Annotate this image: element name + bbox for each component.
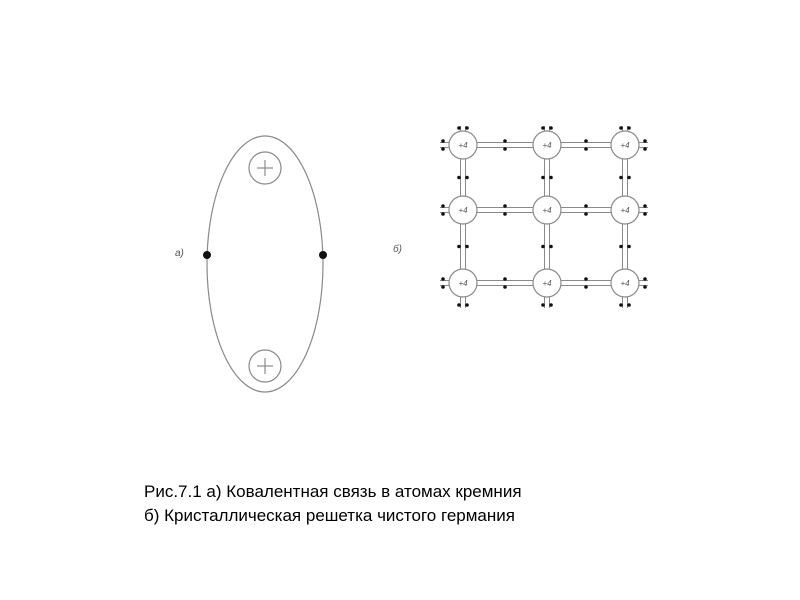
electron — [643, 285, 647, 289]
electron — [627, 176, 631, 180]
electron — [643, 277, 647, 281]
electron-right — [319, 251, 327, 259]
electron — [465, 126, 469, 130]
electron — [465, 245, 469, 249]
electron — [619, 126, 623, 130]
electron — [503, 285, 507, 289]
electron — [549, 303, 553, 307]
electron — [503, 139, 507, 143]
electron — [584, 204, 588, 208]
panel-a-covalent-bond — [175, 136, 327, 392]
electron — [503, 277, 507, 281]
panel-b-crystal-lattice — [393, 126, 648, 308]
electron — [643, 147, 647, 151]
caption-line-2: б) Кристаллическая решетка чистого германия — [144, 506, 515, 525]
electron — [441, 204, 445, 208]
electron — [541, 303, 545, 307]
panel-b-label: б) — [393, 244, 402, 255]
electron — [457, 176, 461, 180]
electron — [619, 176, 623, 180]
electron — [441, 147, 445, 151]
electron — [584, 285, 588, 289]
electron — [584, 212, 588, 216]
atom-charge-label: +4 — [620, 279, 630, 288]
atom-charge-label: +4 — [542, 141, 552, 150]
electron — [541, 126, 545, 130]
atom-charge-label: +4 — [620, 206, 630, 215]
electron — [584, 139, 588, 143]
atom-charge-label: +4 — [542, 206, 552, 215]
electron — [627, 303, 631, 307]
electron — [441, 285, 445, 289]
electron — [619, 245, 623, 249]
electron — [465, 176, 469, 180]
electron — [627, 245, 631, 249]
panel-a-label: а) — [175, 248, 184, 259]
atom-charge-label: +4 — [620, 141, 630, 150]
electron — [457, 245, 461, 249]
electron — [619, 303, 623, 307]
electron-left — [203, 251, 211, 259]
electron — [549, 176, 553, 180]
lattice-grid — [440, 126, 648, 308]
electron — [643, 139, 647, 143]
electron — [627, 126, 631, 130]
electron — [503, 204, 507, 208]
electron — [457, 126, 461, 130]
atom-charge-label: +4 — [458, 206, 468, 215]
nucleus-bottom — [249, 350, 281, 382]
electron — [643, 212, 647, 216]
electron — [441, 212, 445, 216]
electron — [541, 176, 545, 180]
electron — [503, 212, 507, 216]
electron — [457, 303, 461, 307]
electron — [541, 245, 545, 249]
caption-line-1: Рис.7.1 а) Ковалентная связь в атомах кремния — [144, 482, 522, 501]
electron — [584, 147, 588, 151]
nucleus-top — [249, 152, 281, 184]
electron — [503, 147, 507, 151]
electron — [549, 245, 553, 249]
electron — [549, 126, 553, 130]
electron — [643, 204, 647, 208]
atom-charge-label: +4 — [458, 141, 468, 150]
atom-charge-label: +4 — [458, 279, 468, 288]
electron — [441, 139, 445, 143]
electron — [441, 277, 445, 281]
electron — [584, 277, 588, 281]
atom-charge-label: +4 — [542, 279, 552, 288]
figure-caption — [144, 480, 744, 528]
electron — [465, 303, 469, 307]
